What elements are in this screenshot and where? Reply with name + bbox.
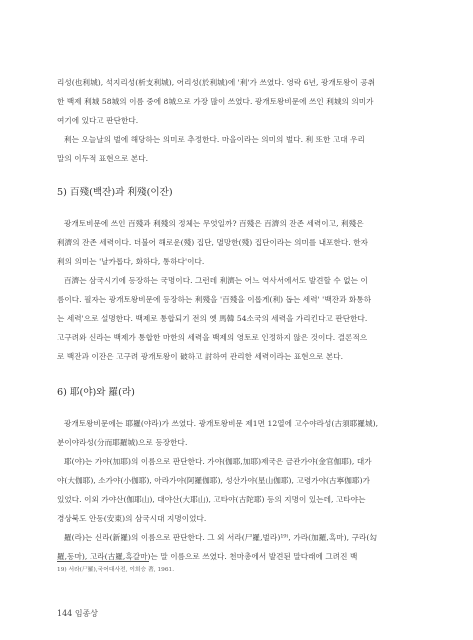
text-line: 말의 이두적 표현으로 본다. bbox=[57, 154, 149, 163]
text-line: 름이다. 필자는 광개토왕비문에 등장하는 利殘을 '百殘을 이롭게(利) 돕는 세력' '백잔과 화통하 bbox=[57, 295, 372, 304]
text-line: 있었다. 이외 가야산(伽耶山), 대야산(大耶山), 고타야(古陀耶) 등의 지명이 있는데, 고타야는 bbox=[57, 495, 366, 504]
text-line: 羅,동마), 고라(古羅,흑갈마)는 말 이름으로 쓰였다. 천마총에서 발견된 말다래에 그려진 백 bbox=[57, 552, 358, 561]
section-heading: 5) 百殘(백잔)과 利殘(이잔) bbox=[57, 187, 173, 198]
text-line: 羅(라)는 신라(新羅)의 이름으로 판단한다. 그 외 서라(尸羅,벌라)¹⁹⁾, 가라(加羅,흑마), 구라(勾 bbox=[64, 533, 378, 542]
text-line: 광개토비문에 쓰인 百殘과 利殘의 정체는 무엇일까? 百殘은 百濟의 잔존 세력이고, 利殘은 bbox=[64, 219, 364, 228]
text-line: 한 백제 利城 58城의 이름 중에 8城으로 가장 많이 쓰였다. 광개토왕비문에 쓰인 利城의 의미가 bbox=[57, 97, 374, 106]
text-line: 리성(也利城), 석지리성(析支利城), 어리성(於利城)에 '利'가 쓰였다. 영락 6년, 광개토왕이 공취 bbox=[57, 78, 376, 87]
footnote: 19) 서라(尸羅),국어대사전, 이희승 著, 1961. bbox=[57, 567, 175, 573]
text-line: 는 세력'으로 설명한다. 백제로 통합되기 전의 옛 馬韓 54소국의 세력을 가리킨다고 판단한다. bbox=[57, 314, 368, 323]
text-line: 경상북도 안동(安東)의 삼국시대 지명이었다. bbox=[57, 514, 207, 523]
text-line: 利는 오늘날의 벌에 해당하는 의미로 추정한다. 마을이라는 의미의 벌다. 利 또한 고대 우리 bbox=[64, 135, 365, 144]
page-number: 144 임종상 bbox=[57, 609, 98, 618]
text-line: 야(大伽耶), 소가야(小伽耶), 아라가야(阿羅伽耶), 성산가야(星山伽耶), 고령가야(古寧伽耶)가 bbox=[57, 476, 370, 485]
section-heading: 6) 耶(야)와 羅(라) bbox=[57, 387, 135, 398]
text-line: 광개토왕비문에는 耶羅(야라)가 쓰였다. 광개토왕비문 제1면 12열에 고수야라성(古須耶羅城), bbox=[64, 419, 379, 428]
text-line: 耶(야)는 가야(加耶)의 이름으로 판단한다. 가야(伽耶,加耶)제국은 금관가야(金官伽耶), 대가 bbox=[64, 457, 372, 466]
text-line: 利濟의 잔존 세력이다. 더불어 해로운(殘) 집단, 멸망한(殘) 집단이라는 의미를 내포한다. 한자 bbox=[57, 238, 368, 247]
text-line: 여기에 있다고 판단한다. bbox=[57, 116, 139, 125]
text-line: 고구려와 신라는 백제가 통합한 마한의 세력을 백제의 영토로 인정하지 않은 것이다. 결론적으 bbox=[57, 333, 368, 342]
text-line: 利의 의미는 '날카롭다, 화하다, 통하다'이다. bbox=[57, 257, 205, 266]
text-line: 로 백잔과 이잔은 고구려 광개토왕이 破하고 討하여 관리한 세력이라는 표현으로 본다. bbox=[57, 352, 344, 361]
text-line: 百濟는 삼국시기에 등장하는 국명이다. 그런데 利濟는 어느 역사서에서도 발견할 수 없는 이 bbox=[64, 276, 368, 285]
footnote-rule bbox=[57, 561, 149, 562]
text-line: 분이야라성(分而耶羅城)으로 등장한다. bbox=[57, 438, 188, 447]
